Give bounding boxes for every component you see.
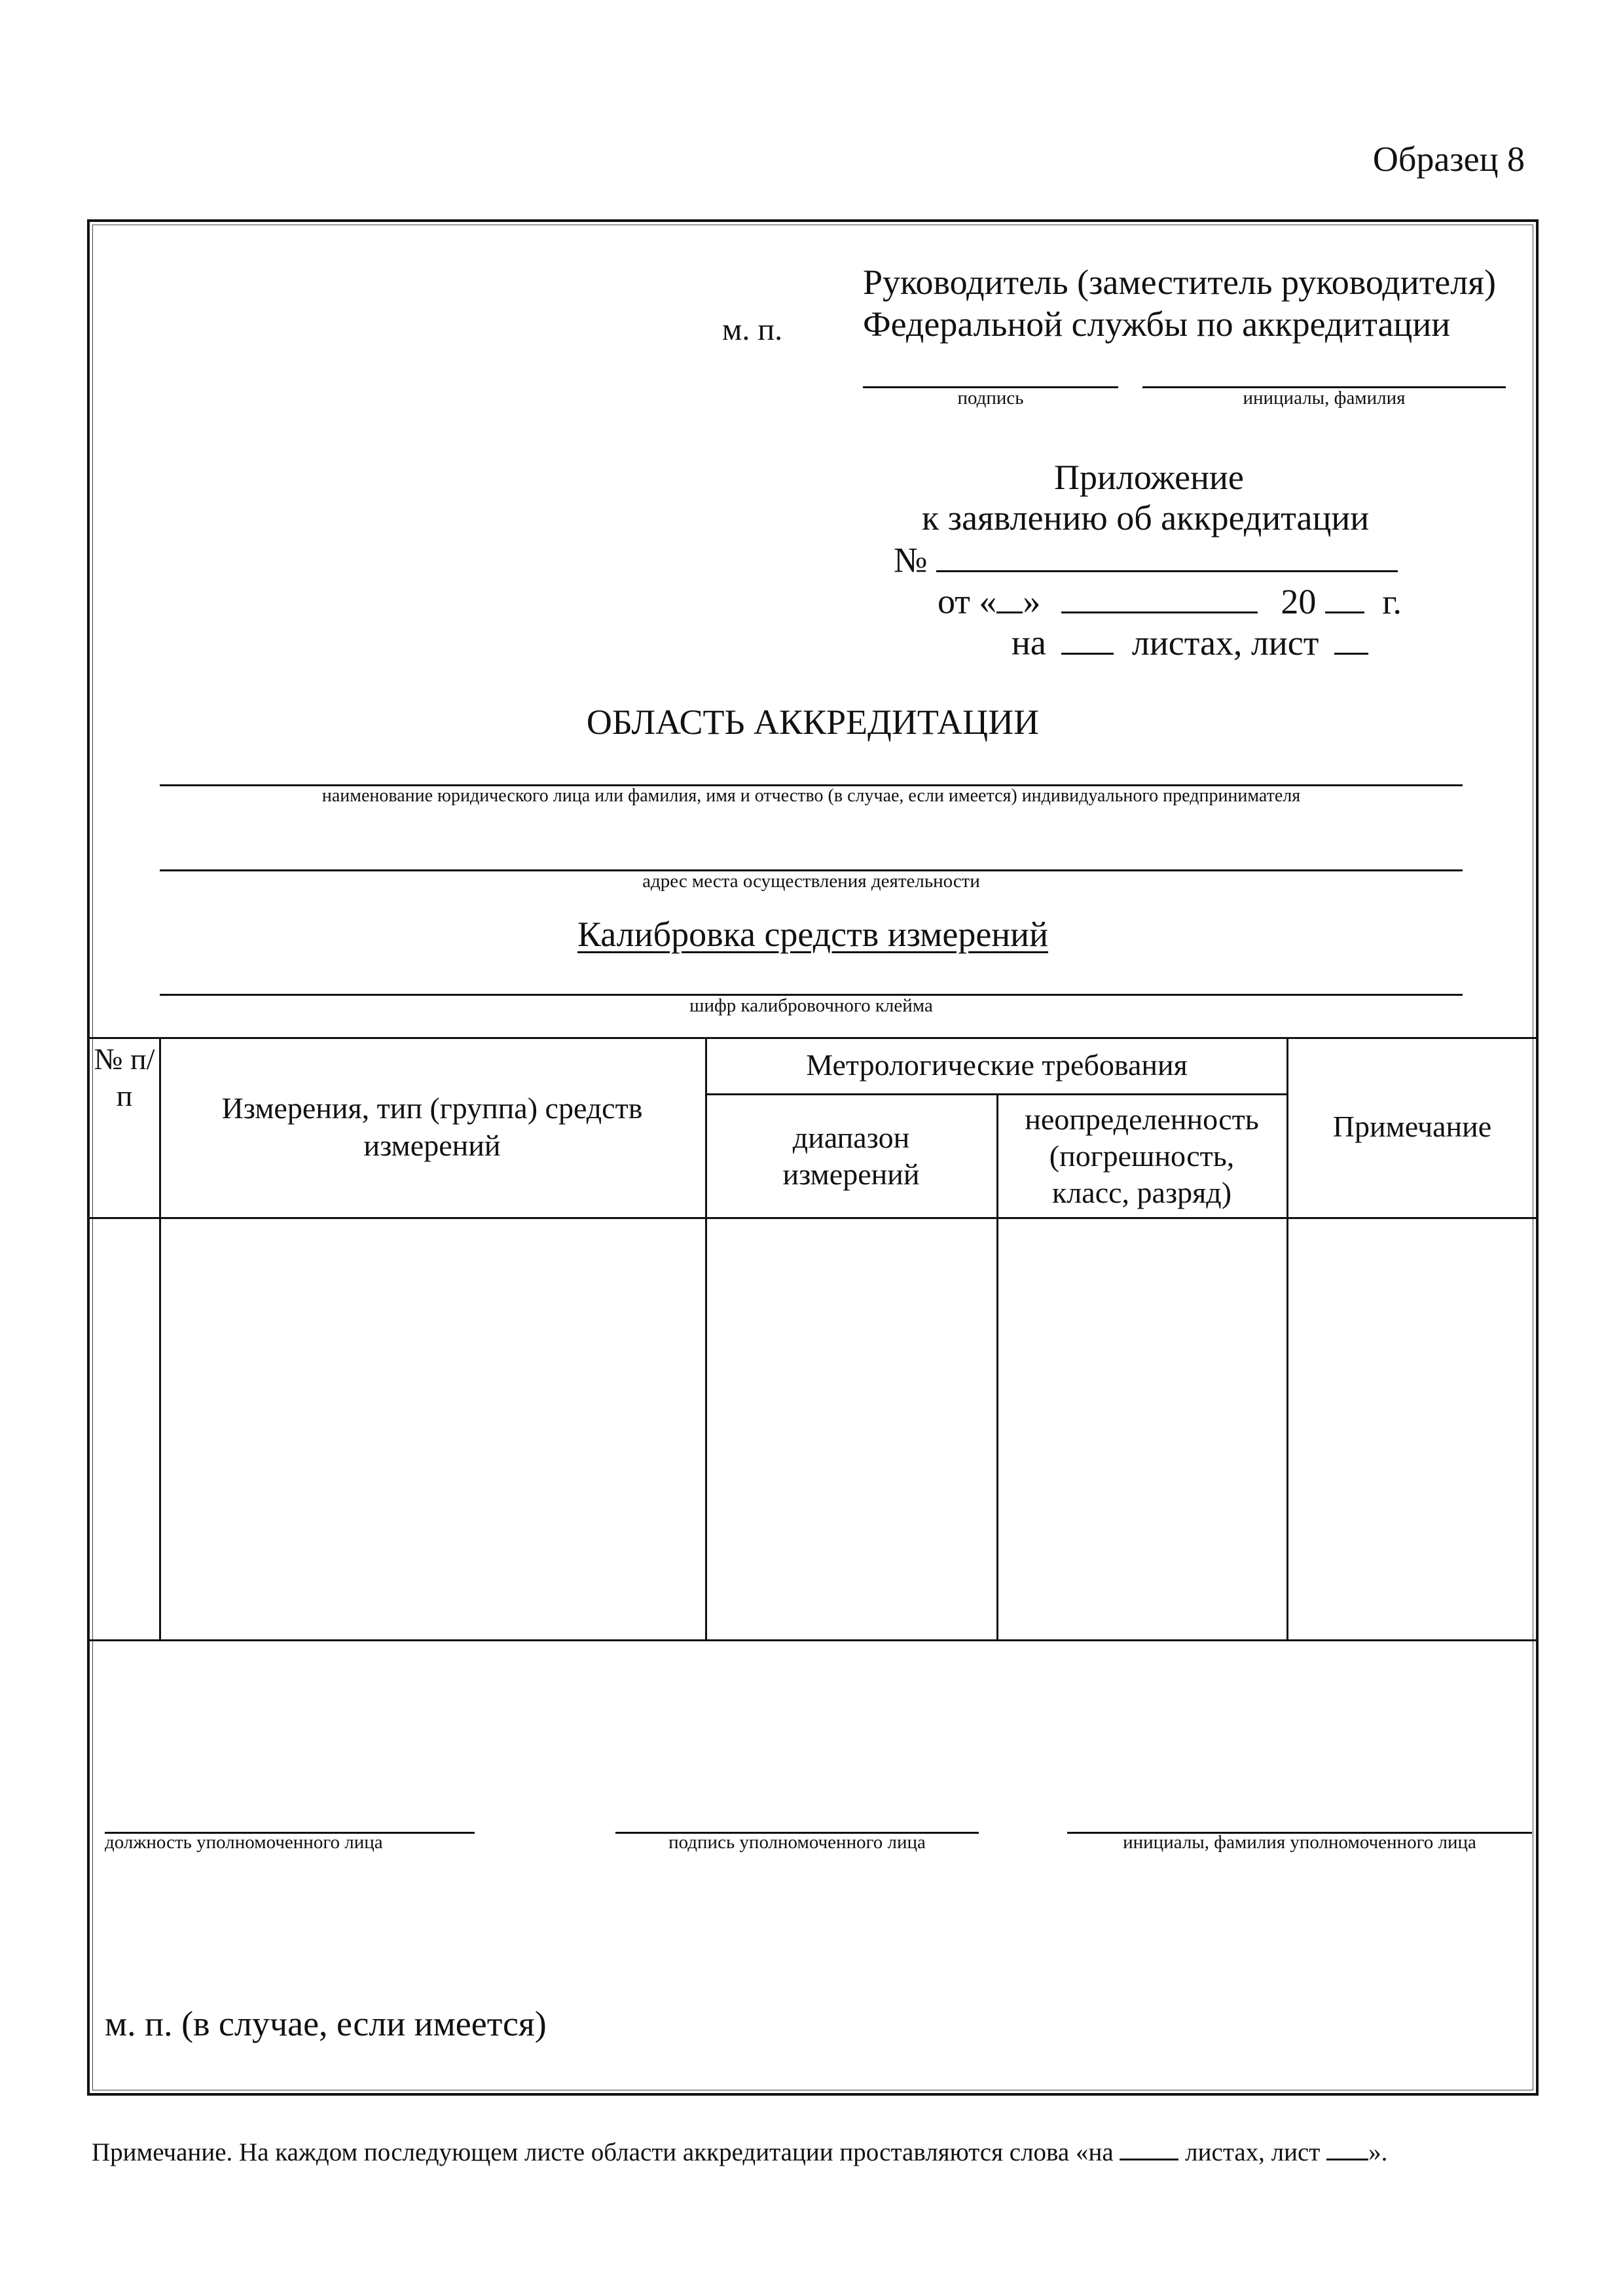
- sheets-prefix: на: [1012, 623, 1046, 663]
- approval-stamp-label: м. п.: [722, 312, 783, 347]
- date-month-field[interactable]: [1061, 579, 1258, 613]
- position-caption: должность уполномоченного лица: [105, 1832, 383, 1853]
- date-year-field[interactable]: [1325, 579, 1364, 613]
- footnote-blank-sheet: [1326, 2136, 1368, 2160]
- attachment-title: Приложение: [1054, 458, 1244, 497]
- attachment-subtitle: к заявлению об аккредитации: [922, 498, 1370, 538]
- authorized-signature-caption: подпись уполномоченного лица: [668, 1832, 926, 1853]
- footnote: [92, 2136, 1387, 2167]
- table-header-measurements: Измерения, тип (группа) средств измерений: [221, 1091, 643, 1162]
- sheets-middle-label: листах, лист: [1131, 623, 1319, 663]
- table-header-range: диапазон измерений: [782, 1120, 920, 1191]
- table-body-row[interactable]: [92, 1219, 1536, 1639]
- date-year-suffix: г.: [1382, 581, 1402, 621]
- date-day-field[interactable]: [996, 579, 1023, 613]
- date-quote-close: »: [1023, 581, 1041, 621]
- footnote-text-end: ».: [1368, 2138, 1388, 2167]
- scope-title: ОБЛАСТЬ АККРЕДИТАЦИИ: [586, 702, 1040, 742]
- footnote-text-middle: листах, лист: [1185, 2138, 1321, 2167]
- activity-title-text: Калибровка средств измерений: [577, 915, 1048, 954]
- date-year-prefix: 20: [1281, 581, 1317, 621]
- table-header-uncertainty: неопределенность (погрешность, класс, разряд): [1025, 1102, 1259, 1210]
- attachment-number-field[interactable]: [936, 538, 1398, 572]
- approver-signature-caption: подпись: [957, 388, 1024, 409]
- sheets-total-field[interactable]: [1061, 621, 1114, 655]
- sample-label: Образец 8: [1372, 139, 1525, 179]
- attachment-number-row: [894, 538, 1398, 581]
- activity-title: [87, 914, 1539, 955]
- number-sign: №: [894, 540, 928, 580]
- approver-name-caption: инициалы, фамилия: [1243, 388, 1406, 409]
- footnote-text-before: Примечание. На каждом последующем листе области аккредитации проставляются слова «на: [92, 2138, 1114, 2167]
- table-header-note: Примечание: [1332, 1110, 1492, 1144]
- table-bottom-border: [90, 1639, 1536, 1641]
- approver-position-line1: Руководитель (заместитель руководителя): [863, 263, 1497, 302]
- authorized-name-caption: инициалы, фамилия уполномоченного лица: [1123, 1832, 1476, 1853]
- date-from-label: от «: [938, 581, 997, 621]
- approver-position-line2: Федеральной службы по аккредитации: [863, 304, 1451, 344]
- attachment-date-row: [938, 579, 1402, 622]
- calibration-mark-caption: шифр калибровочного клейма: [689, 995, 933, 1016]
- entity-name-caption: наименование юридического лица или фамилия, имя и отчество (в случае, если имеется) индивидуального предпринимателя: [321, 786, 1301, 806]
- sheet-number-field[interactable]: [1334, 621, 1368, 655]
- table-header-number: № п/п: [94, 1042, 155, 1113]
- attachment-sheets-row: [1012, 621, 1368, 663]
- authorized-stamp-label: м. п. (в случае, если имеется): [105, 2004, 547, 2043]
- footnote-blank-sheets: [1120, 2136, 1178, 2160]
- address-caption: адрес места осуществления деятельности: [642, 871, 980, 892]
- table-header-metrological: Метрологические требования: [806, 1048, 1188, 1082]
